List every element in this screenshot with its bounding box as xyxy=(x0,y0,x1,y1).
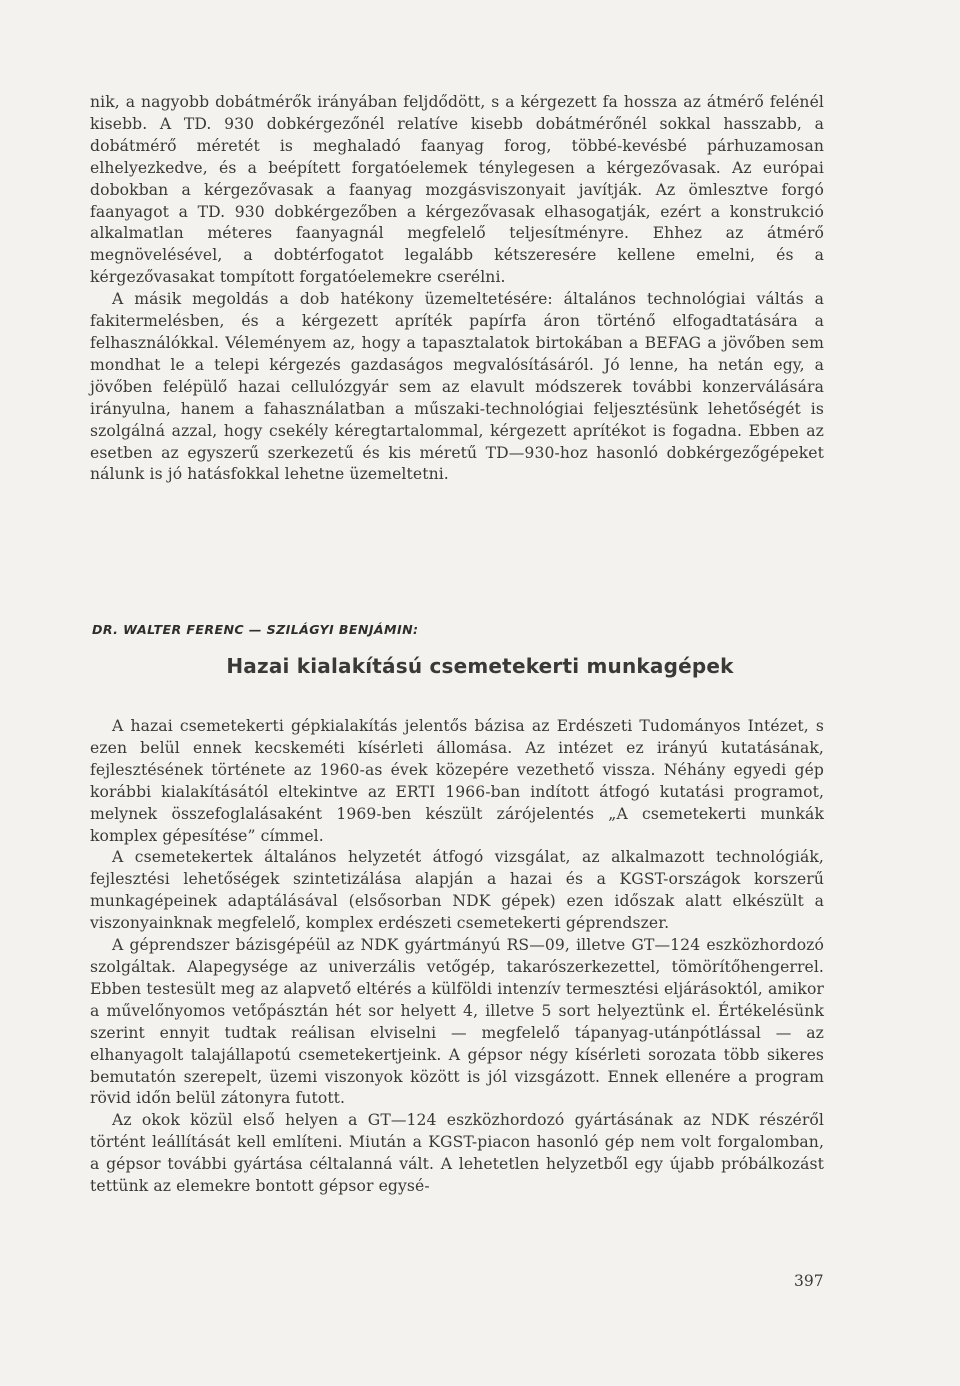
paragraph: nik, a nagyobb dobátmérők irányában feljdődött, s a kérgezett fa hossza az átmérő felénél kisebb. A TD. 930 dobkérgezőnél relatíve kisebb dobátmérőnél sokkal hasszabb, a dobátmérő méretét is meghaladó faanyag forog, többé-kevésbé párhuzamosan elhelyezkedve, és a beépített forgatóelemek ténylegesen a kérgezővasak. Az európai dobokban a kérgezővasak a faanyag mozgásviszonyait javítják. Az ömlesztve forgó faanyagot a TD. 930 dobkérgezőben a kérgezővasak elhasogatják, ezért a konstrukció alkalmatlan méteres faanyagnál megfelelő teljesítményre. Ehhez az átmérő megnövelésével, a dobtérfogatot legalább kétszeresére kellene emelni, és a kérgezővasakat tompított forgatóelemekre cserélni. xyxy=(90,93,824,287)
paragraph: A géprendszer bázisgépéül az NDK gyártmányú RS—09, illetve GT—124 eszközhordozó szolgáltak. Alapegysége az univerzális vetőgép, takarószerkezettel, tömörítőhengerrel. Ebben testesült meg az alapvető eltérés a külföldi intenzív termesztési eljárásoktól, amikor a művelőnyomos vetőpásztán hét sor helyett 4, illetve 5 sort helyeztünk el. Értékelésünk szerint ennyit tudtak reálisan elviselni — megfelelő tápanyag-utánpótlással — az elhanyagolt talajállapotú csemetekertjeink. A gépsor négy kísérleti sorozata több sikeres bemutatón szerepelt, üzemi viszonyok között is jól vizsgázott. Ennek ellenére a program rövid időn belül zátonyra futott. xyxy=(90,936,824,1108)
paragraph: A hazai csemetekerti gépkialakítás jelentős bázisa az Erdészeti Tudományos Intézet, s ezen belül ennek kecskeméti kísérleti állomása. Az intézet ez irányú kutatásának, fejlesztésének története az 1960-as évek közepére vezethető vissza. Néhány egyedi gép korábbi kialakításától eltekintve az ERTI 1966-ban indított átfogó kutatási programot, melynek összefoglalásaként 1969-ben készült zárójelentés „A csemetekerti munkák komplex gépesítése” címmel. xyxy=(90,717,824,845)
paragraph: A csemetekertek általános helyzetét átfogó vizsgálat, az alkalmazott technológiák, fejlesztési lehetőségek szintetizálása alapján a hazai és a KGST-országok korszerű munkagépeinek adaptálásával (elsősorban NDK gépek) ezen időszak alatt elkészült a viszonyainknak megfelelő, komplex erdészeti csemetekerti géprendszer. xyxy=(90,848,824,933)
page-number: 397 xyxy=(794,1272,824,1290)
article-authors: DR. WALTER FERENC — SZILÁGYI BENJÁMIN: xyxy=(92,622,419,637)
article-title: Hazai kialakítású csemetekerti munkagépek xyxy=(226,654,734,678)
article-body xyxy=(90,716,824,1198)
paragraph: A másik megoldás a dob hatékony üzemeltetésére: általános technológiai váltás a fakitermelésben, és a kérgezett apríték papírfa áron történő elfogadtatására a felhasználókkal. Véleményem az, hogy a tapasztalatok birtokában a BEFAG a jövőben sem mondhat le a telepi kérgezés gazdaságos megvalósításáról. Jó lenne, ha netán egy, a jövőben felépülő hazai cellulózgyár sem az elavult módszerek további konzerválására irányulna, hanem a fahasználatban a műszaki-technológiai feljesztésünk lehetőségét is szolgálná azzal, hogy csekély kéregtartalommal, kérgezett aprítékot is fogadna. Ebben az esetben az egyszerű szerkezetű és kis méretű TD—930-hoz hasonló dobkérgezőgépeket nálunk is jó hatásfokkal lehetne üzemeltetni. xyxy=(90,290,824,484)
paragraph: Az okok közül első helyen a GT—124 eszközhordozó gyártásának az NDK részéről történt leállítását kell említeni. Miután a KGST-piacon hasonló gép nem volt forgalomban, a gépsor további gyártása céltalanná vált. A lehetetlen helyzetből egy újabb próbálkozást tettünk az elemekre bontott gépsor egysé- xyxy=(90,1111,824,1196)
section-previous-article xyxy=(90,92,824,486)
